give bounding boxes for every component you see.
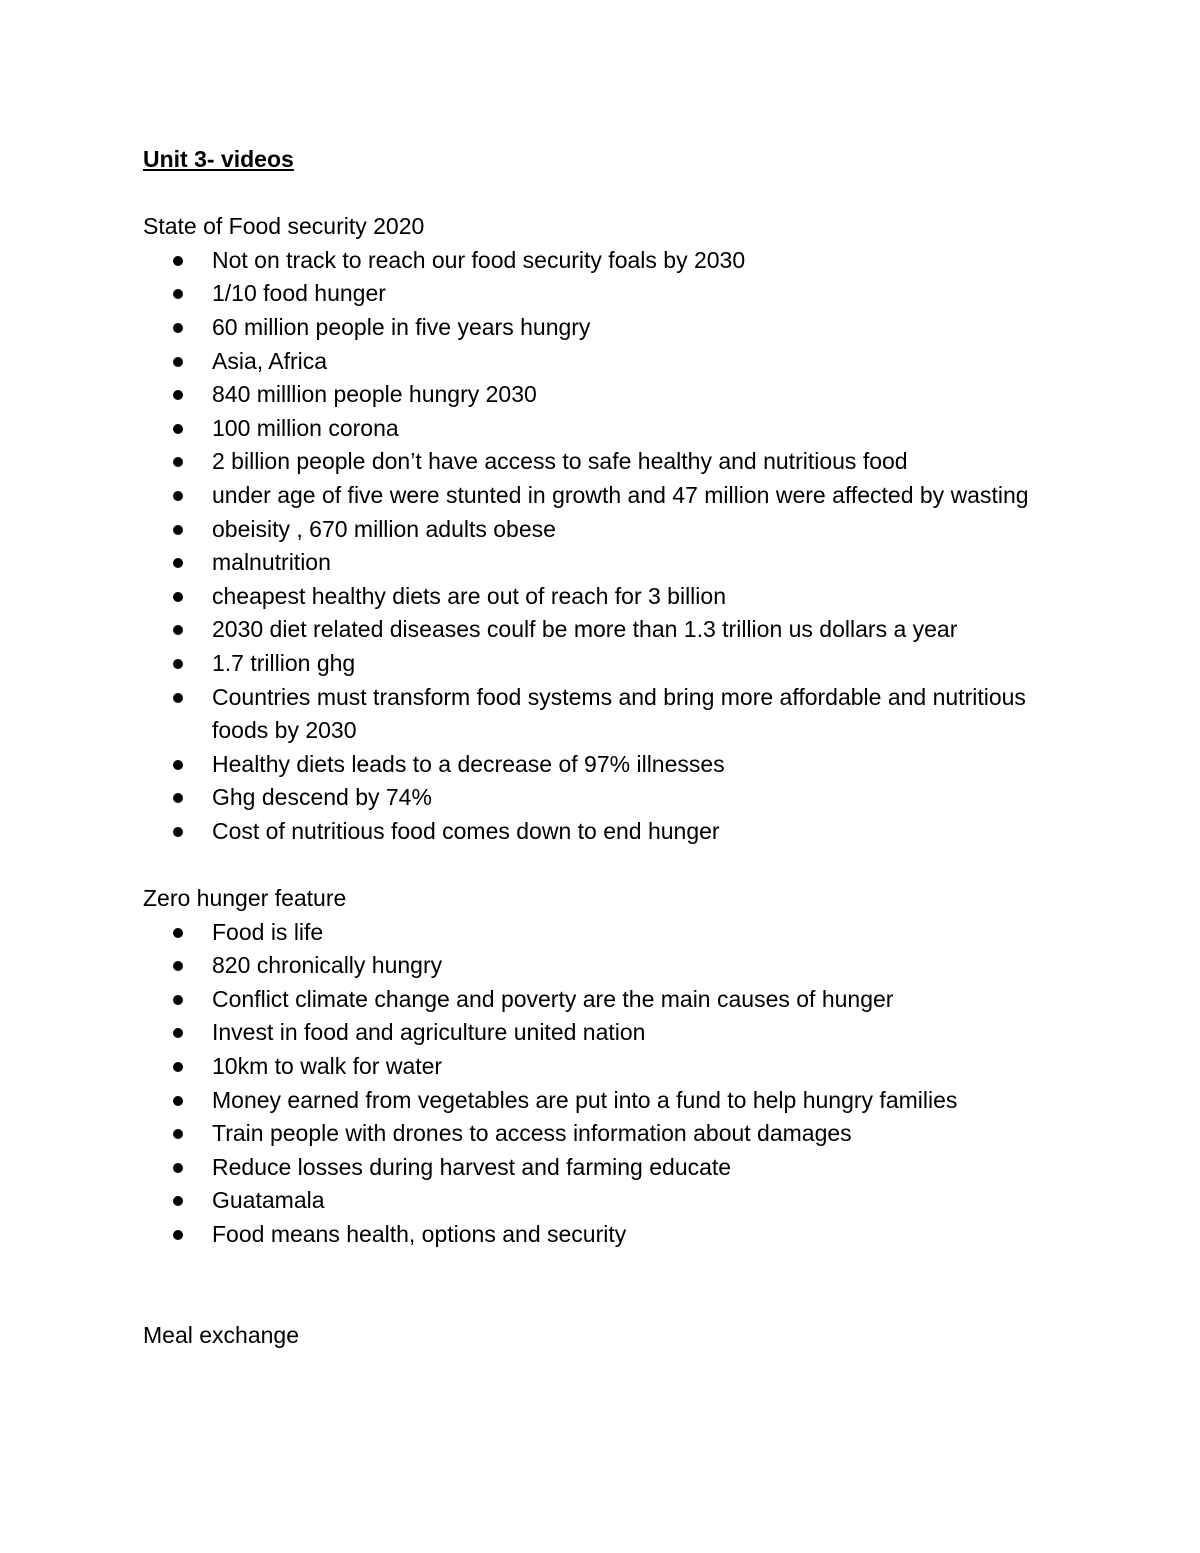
bullet-icon (173, 961, 183, 971)
list-item: 60 million people in five years hungry (143, 311, 1063, 345)
bullet-icon (173, 323, 183, 333)
list-item: 10km to walk for water (143, 1050, 1063, 1084)
document-page (143, 143, 1063, 1352)
bullet-icon (173, 1163, 183, 1173)
bullet-icon (173, 424, 183, 434)
list-item: Food is life (143, 916, 1063, 950)
bullet-icon (173, 693, 183, 703)
bullet-icon (173, 1028, 183, 1038)
bullet-icon (173, 256, 183, 266)
list-item: malnutrition (143, 546, 1063, 580)
bullet-icon (173, 558, 183, 568)
list-item: Food means health, options and security (143, 1218, 1063, 1252)
document-title: Unit 3- videos (143, 146, 294, 172)
bullet-icon (173, 289, 183, 299)
section-heading-zero-hunger: Zero hunger feature (143, 885, 347, 912)
list-item: Train people with drones to access information about damages (143, 1117, 1063, 1151)
bullet-icon (173, 827, 183, 837)
bullet-icon (173, 457, 183, 467)
bullet-icon (173, 491, 183, 501)
bullet-list-zero-hunger (143, 916, 1063, 1252)
list-item: Guatamala (143, 1184, 1063, 1218)
list-item: Invest in food and agriculture united nation (143, 1016, 1063, 1050)
list-item: 1/10 food hunger (143, 277, 1063, 311)
bullet-icon (173, 1196, 183, 1206)
bullet-icon (173, 525, 183, 535)
bullet-icon (173, 357, 183, 367)
spacer (143, 848, 1063, 882)
list-item: 840 milllion people hungry 2030 (143, 378, 1063, 412)
section-heading-food-security: State of Food security 2020 (143, 213, 425, 240)
list-item: 100 million corona (143, 412, 1063, 446)
list-item: Money earned from vegetables are put into a fund to help hungry families (143, 1084, 1063, 1118)
bullet-icon (173, 760, 183, 770)
bullet-icon (173, 592, 183, 602)
bullet-list-food-security (143, 244, 1063, 849)
list-item: Asia, Africa (143, 345, 1063, 379)
list-item: Conflict climate change and poverty are the main causes of hunger (143, 983, 1063, 1017)
list-item: Reduce losses during harvest and farming educate (143, 1151, 1063, 1185)
list-item: Ghg descend by 74% (143, 781, 1063, 815)
spacer (143, 1252, 1063, 1319)
bullet-icon (173, 1062, 183, 1072)
list-item: 2030 diet related diseases coulf be more than 1.3 trillion us dollars a year (143, 613, 1063, 647)
list-item: Cost of nutritious food comes down to end hunger (143, 815, 1063, 849)
bullet-icon (173, 390, 183, 400)
spacer (143, 177, 1063, 211)
list-item: 2 billion people don’t have access to safe healthy and nutritious food (143, 445, 1063, 479)
bullet-icon (173, 995, 183, 1005)
list-item: obeisity , 670 million adults obese (143, 513, 1063, 547)
bullet-icon (173, 659, 183, 669)
bullet-icon (173, 625, 183, 635)
bullet-icon (173, 928, 183, 938)
list-item: Not on track to reach our food security foals by 2030 (143, 244, 1063, 278)
bullet-icon (173, 793, 183, 803)
list-item: under age of five were stunted in growth and 47 million were affected by wasting (143, 479, 1063, 513)
list-item: Countries must transform food systems and bring more affordable and nutritious foods by 2030 (143, 681, 1063, 748)
bullet-icon (173, 1096, 183, 1106)
list-item: 820 chronically hungry (143, 949, 1063, 983)
list-item: cheapest healthy diets are out of reach for 3 billion (143, 580, 1063, 614)
section-heading-meal-exchange: Meal exchange (143, 1321, 299, 1348)
bullet-icon (173, 1230, 183, 1240)
list-item: 1.7 trillion ghg (143, 647, 1063, 681)
list-item: Healthy diets leads to a decrease of 97% illnesses (143, 748, 1063, 782)
bullet-icon (173, 1129, 183, 1139)
